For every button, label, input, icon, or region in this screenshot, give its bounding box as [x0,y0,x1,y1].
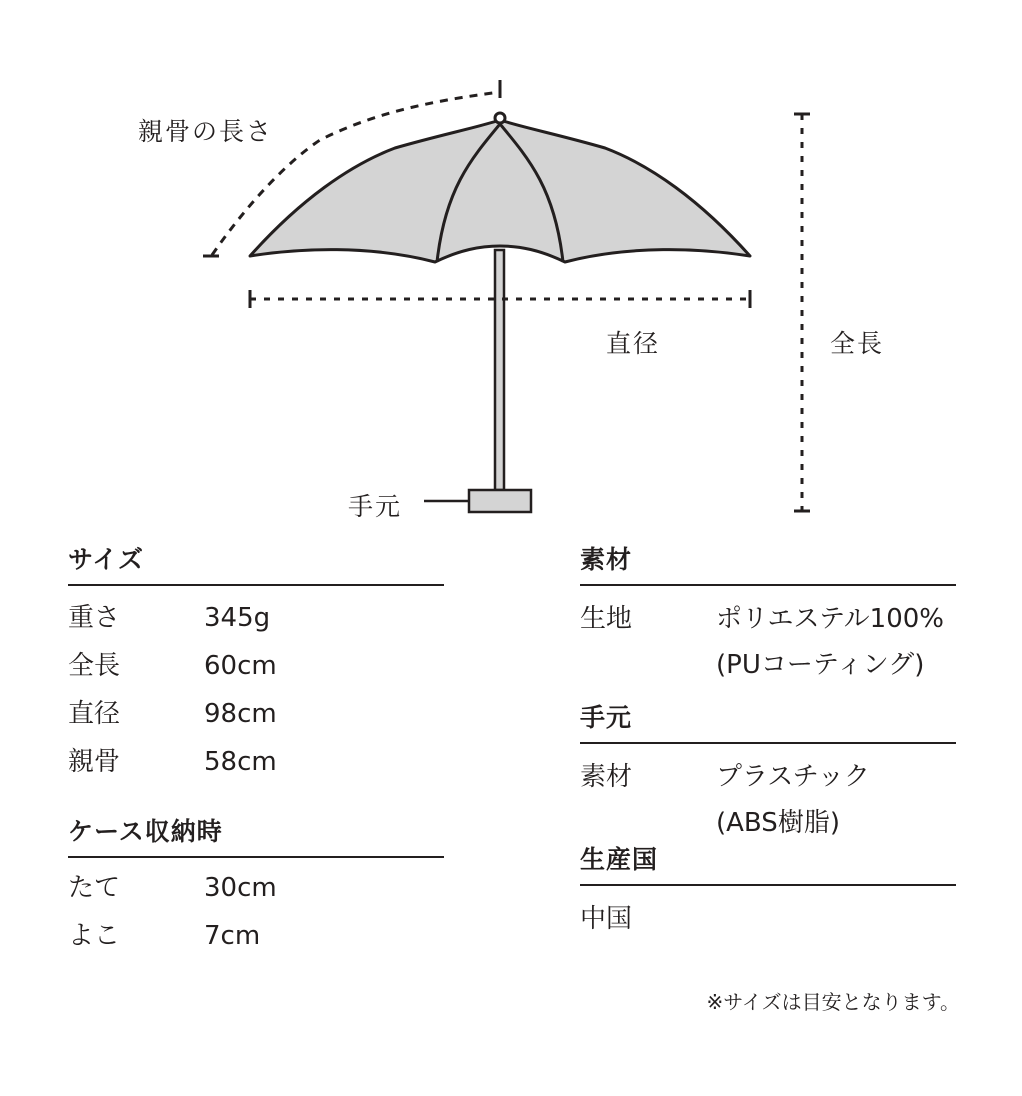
handle-divider [580,742,956,744]
origin-divider [580,884,956,886]
case-divider [68,856,444,858]
fabric-label: 生地 [580,604,633,634]
fabric-value [716,596,956,688]
size-row-label: 全長 [68,651,121,681]
size-row-diameter [68,690,444,738]
fabric-row [580,596,956,688]
material-section [580,542,956,688]
case-table [68,864,444,960]
material-divider [580,584,956,586]
origin-section [580,842,956,942]
size-row-value: 98cm [204,699,277,729]
size-row-weight [68,594,444,642]
handle-material-value-line1: プラスチック [716,762,870,792]
case-row-width [68,912,444,960]
case-row-height [68,864,444,912]
origin-title: 生産国 [580,845,659,874]
size-row-rib [68,738,444,786]
handle-material-row [580,754,956,846]
case-row-label: よこ [68,921,121,951]
size-section [68,542,444,786]
handle-section [580,700,956,846]
case-title: ケース収納時 [68,817,223,846]
size-row-label: 親骨 [68,747,121,777]
umbrella-canopy [250,120,750,262]
umbrella-shaft [495,250,504,490]
handle-material-value [716,754,956,846]
size-divider [68,584,444,586]
diameter-label: 直径 [606,329,661,358]
size-row-value: 345g [204,603,271,633]
handle-material-label: 素材 [580,762,633,792]
case-row-value: 30cm [204,873,277,903]
size-row-value: 58cm [204,747,277,777]
case-section [68,814,444,960]
umbrella-diagram [0,0,1022,530]
rib-length-label: 親骨の長さ [138,117,274,146]
fabric-value-line2: (PUコーティング) [716,650,925,680]
case-row-label: たて [68,873,121,903]
handle-label: 手元 [348,492,403,521]
size-row-label: 直径 [68,699,121,729]
handle-title: 手元 [580,703,633,732]
umbrella-illustration [0,0,1022,530]
handle-material-value-line2: (ABS樹脂) [716,808,840,838]
size-row-total-length [68,642,444,690]
umbrella-handle [469,490,531,512]
size-row-label: 重さ [68,603,121,633]
case-row-value: 7cm [204,921,261,951]
origin-value: 中国 [580,904,633,934]
fabric-value-line1: ポリエステル100% [716,604,944,634]
size-table [68,594,444,786]
origin-row [580,896,956,942]
material-title: 素材 [580,545,633,574]
total-length-label: 全長 [830,329,885,358]
size-title: サイズ [68,545,145,574]
umbrella-tip [495,113,505,123]
size-row-value: 60cm [204,651,277,681]
size-disclaimer-note: ※サイズは目安となります。 [706,990,960,1014]
